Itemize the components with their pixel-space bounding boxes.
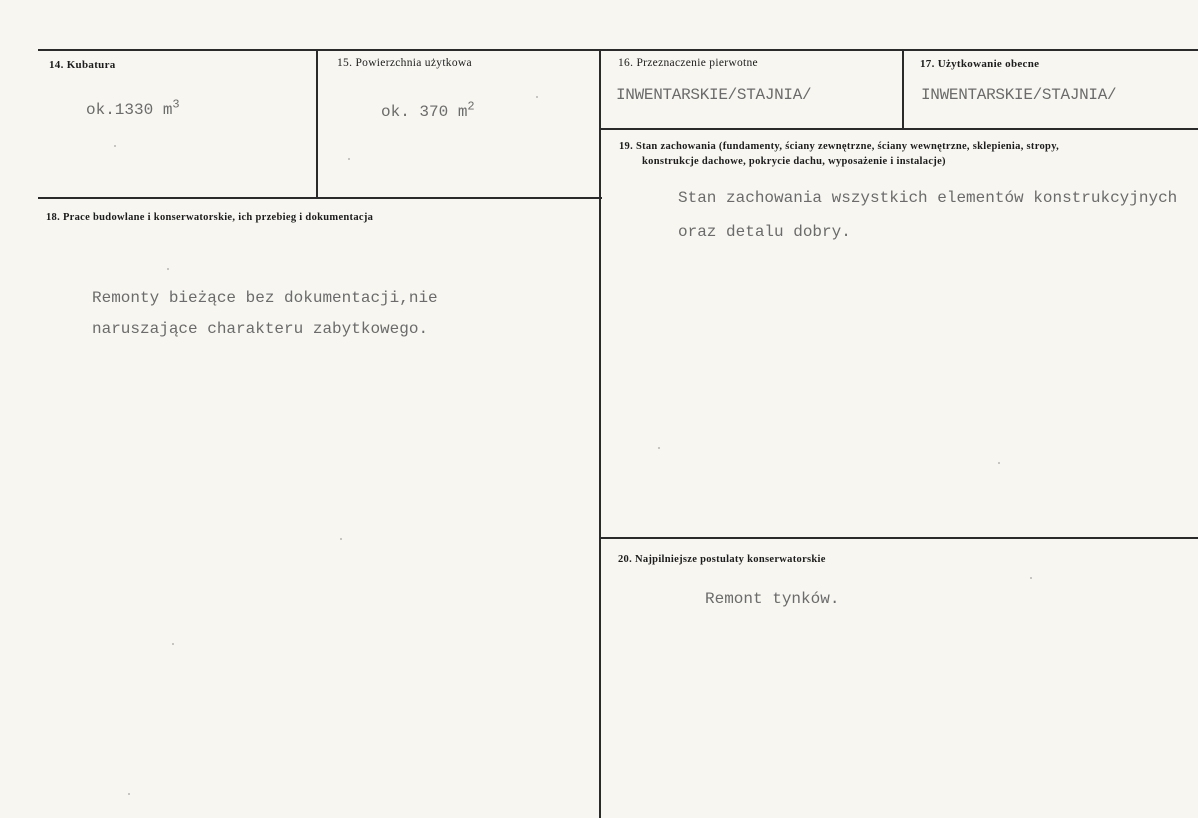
- row1-bottom-border-left: [38, 197, 602, 199]
- paper-speck: [340, 538, 342, 540]
- field-15-value: [381, 96, 475, 128]
- field-16-value: INWENTARSKIE/STAJNIA/: [616, 86, 812, 104]
- paper-speck: [172, 643, 174, 645]
- paper-speck: [1030, 577, 1032, 579]
- paper-speck: [348, 158, 350, 160]
- field-18-line-2: naruszające charakteru zabytkowego.: [92, 320, 429, 338]
- field-20-label: 20. Najpilniejsze postulaty konserwatorskie: [618, 554, 826, 565]
- field-18-label: 18. Prace budowlane i konserwatorskie, ich przebieg i dokumentacja: [46, 212, 374, 223]
- paper-speck: [998, 462, 1000, 464]
- paper-speck: [658, 447, 660, 449]
- row1-bottom-border-right: [600, 128, 1198, 130]
- field-14-value-text: ok.1330 m: [86, 101, 173, 119]
- paper-speck: [128, 793, 130, 795]
- field-15-value-text: ok. 370 m: [381, 103, 468, 121]
- field-20-value: Remont tynków.: [705, 590, 840, 608]
- field-19-line-2: oraz detalu dobry.: [678, 223, 851, 241]
- field-17-label: 17. Użytkowanie obecne: [920, 58, 1040, 70]
- paper-speck: [536, 96, 538, 98]
- field-16-label: 16. Przeznaczenie pierwotne: [618, 57, 758, 69]
- section20-top-border: [600, 537, 1198, 539]
- field-19-label-line-2: konstrukcje dachowe, pokrycie dachu, wyposażenie i instalacje): [642, 156, 946, 167]
- top-border: [38, 49, 1198, 51]
- field-15-label: 15. Powierzchnia użytkowa: [337, 57, 472, 69]
- field-14-label: 14. Kubatura: [49, 59, 116, 71]
- divider-16-17: [902, 49, 904, 130]
- field-14-unit-superscript: 3: [172, 97, 180, 112]
- field-19-text-area: [601, 180, 1198, 260]
- field-18-line-1: Remonty bieżące bez dokumentacji,nie: [92, 289, 438, 307]
- field-19-line-1: Stan zachowania wszystkich elementów konstrukcyjnych: [678, 189, 1178, 207]
- paper-speck: [167, 268, 169, 270]
- field-19-label-line-1: 19. Stan zachowania (fundamenty, ściany zewnętrzne, ściany wewnętrzne, sklepienia, stropy,: [619, 141, 1060, 152]
- divider-14-15: [316, 49, 318, 199]
- paper-speck: [114, 145, 116, 147]
- center-divider: [599, 49, 601, 818]
- field-14-value: [86, 94, 180, 126]
- field-15-unit-superscript: 2: [467, 99, 475, 114]
- field-17-value: INWENTARSKIE/STAJNIA/: [921, 86, 1117, 104]
